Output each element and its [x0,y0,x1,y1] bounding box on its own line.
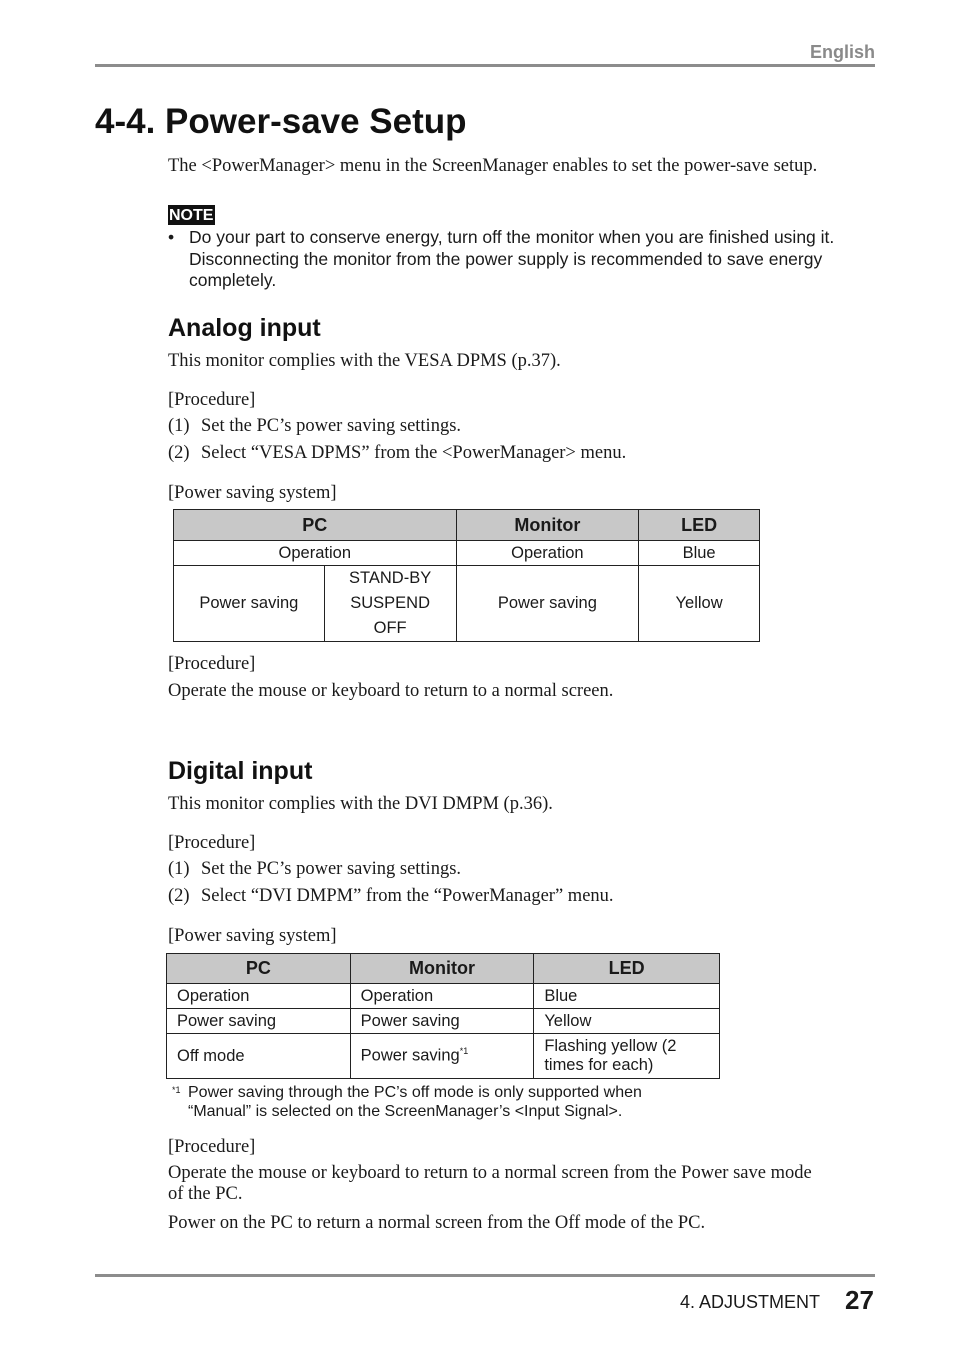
step-text: Set the PC’s power saving settings. [201,859,462,879]
cell-led: Blue [534,984,720,1009]
page-number: 27 [845,1285,874,1315]
col-header-pc: PC [174,510,457,541]
mode-standby: STAND-BY [349,569,432,587]
note-line: completely. [189,270,277,290]
analog-system-label: [Power saving system] [168,483,337,503]
analog-procedure-label: [Procedure] [168,390,256,410]
table-row [174,541,760,566]
header-rule [95,64,875,67]
analog-power-table [173,509,760,642]
col-header-monitor: Monitor [350,954,534,984]
page-title: 4-4. Power-save Setup [95,102,467,141]
cell-pc: Operation [174,541,457,566]
mode-suspend: SUSPEND [350,594,430,612]
table-row [174,566,760,642]
footnote [172,1083,692,1121]
digital-heading: Digital input [168,757,313,785]
note-badge: NOTE [169,207,214,224]
footnote-line: “Manual” is selected on the ScreenManager’s <Input Signal>. [188,1103,623,1120]
cell-led: Blue [639,541,760,566]
step-number: (2) [168,443,190,463]
step-number: (1) [168,416,190,436]
note-line: Disconnecting the monitor from the power supply is recommended to save energy [189,248,823,269]
bullet: • [168,227,175,247]
cell-monitor: Power saving [456,566,639,642]
cell-monitor: Operation [350,984,534,1009]
step-text: Set the PC’s power saving settings. [201,416,462,436]
digital-power-table [166,953,720,1079]
digital-procedure2-text [168,1163,878,1205]
table-header-row [167,954,720,984]
table-row [167,984,720,1009]
cell-led: Flashing yellow (2 times for each) [534,1034,720,1079]
step-text: Select “DVI DMPM” from the “PowerManager” menu. [201,886,614,906]
analog-step-1 [168,416,461,437]
cell-monitor [350,1034,534,1079]
cell-pc: Off mode [167,1034,351,1079]
intro-text: The <PowerManager> menu in the ScreenManager enables to set the power-save setup. [168,156,818,176]
col-header-led: LED [639,510,760,541]
header-language: English [809,42,875,62]
cell-monitor: Operation [456,541,639,566]
step-number: (2) [168,886,190,906]
digital-step-1 [168,859,461,880]
procedure-line: of the PC. [168,1184,243,1204]
table-row [167,1009,720,1034]
footnote-line: Power saving through the PC’s off mode is only supported when [188,1084,642,1101]
mode-off: OFF [373,619,407,637]
cell-monitor-text: Power saving [360,1046,460,1065]
footnote-mark: *1 [459,1046,469,1057]
cell-monitor: Power saving [350,1009,534,1034]
cell-led: Yellow [639,566,760,642]
digital-step-2 [168,886,614,907]
cell-pc-modes [324,566,456,642]
note-line: Do your part to conserve energy, turn off the monitor when you are finished using it. [189,227,835,247]
cell-led: Yellow [534,1009,720,1034]
col-header-monitor: Monitor [456,510,639,541]
digital-procedure3-text: Power on the PC to return a normal screen from the Off mode of the PC. [168,1213,706,1233]
footer-rule [95,1274,875,1277]
table-row [167,1034,720,1079]
analog-procedure2-label: [Procedure] [168,654,256,674]
analog-heading: Analog input [168,314,321,342]
step-number: (1) [168,859,190,879]
cell-pc: Power saving [174,566,325,642]
digital-desc: This monitor complies with the DVI DMPM (p.36). [168,794,553,814]
cell-pc: Operation [167,984,351,1009]
footer-section: 4. ADJUSTMENT [680,1292,821,1312]
procedure-line: Operate the mouse or keyboard to return to a normal screen from the Power save mode [168,1163,812,1183]
analog-procedure2-text: Operate the mouse or keyboard to return to a normal screen. [168,681,614,701]
table-header-row [174,510,760,541]
digital-procedure-label: [Procedure] [168,833,256,853]
analog-step-2 [168,443,626,464]
footnote-mark: *1 [172,1085,181,1095]
digital-system-label: [Power saving system] [168,926,337,946]
note-list [168,227,878,292]
cell-pc: Power saving [167,1009,351,1034]
digital-procedure2-label: [Procedure] [168,1137,256,1157]
note-text [189,227,878,292]
col-header-led: LED [534,954,720,984]
analog-desc: This monitor complies with the VESA DPMS (p.37). [168,351,561,371]
col-header-pc: PC [167,954,351,984]
step-text: Select “VESA DPMS” from the <PowerManager> menu. [201,443,627,463]
